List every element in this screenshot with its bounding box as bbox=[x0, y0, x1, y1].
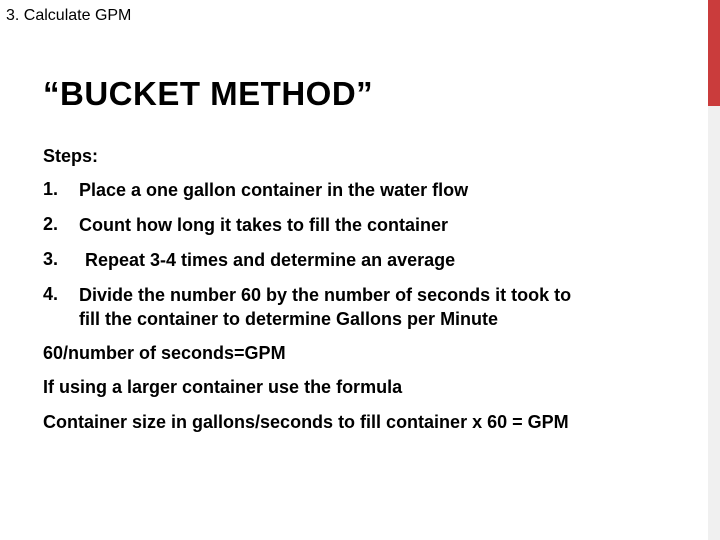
step-text-line-1: Divide the number 60 by the number of seconds it took to bbox=[79, 285, 572, 305]
step-number: 4. bbox=[43, 284, 59, 304]
step-text: Repeat 3-4 times and determine an average bbox=[85, 250, 456, 270]
step-text-line-2: fill the container to determine Gallons per Minute bbox=[79, 309, 499, 329]
larger-container-note: If using a larger container use the formula bbox=[43, 377, 403, 397]
step-item-3 bbox=[43, 248, 663, 272]
step-item-4 bbox=[43, 283, 663, 331]
step-text: Count how long it takes to fill the container bbox=[79, 215, 448, 235]
step-item-1 bbox=[43, 178, 663, 202]
slide-section-label: 3. Calculate GPM bbox=[6, 7, 132, 24]
steps-label: Steps: bbox=[43, 146, 99, 166]
gpm-formula: 60/number of seconds=GPM bbox=[43, 343, 286, 363]
step-number: 2. bbox=[43, 214, 59, 234]
side-accent-red-block bbox=[708, 0, 720, 106]
step-number: 1. bbox=[43, 179, 59, 199]
step-number: 3. bbox=[43, 249, 59, 269]
larger-container-formula: Container size in gallons/seconds to fill container x 60 = GPM bbox=[43, 412, 569, 432]
step-item-2 bbox=[43, 213, 663, 237]
step-text: Place a one gallon container in the water flow bbox=[79, 180, 469, 200]
slide-title: “BUCKET METHOD” bbox=[43, 75, 374, 112]
